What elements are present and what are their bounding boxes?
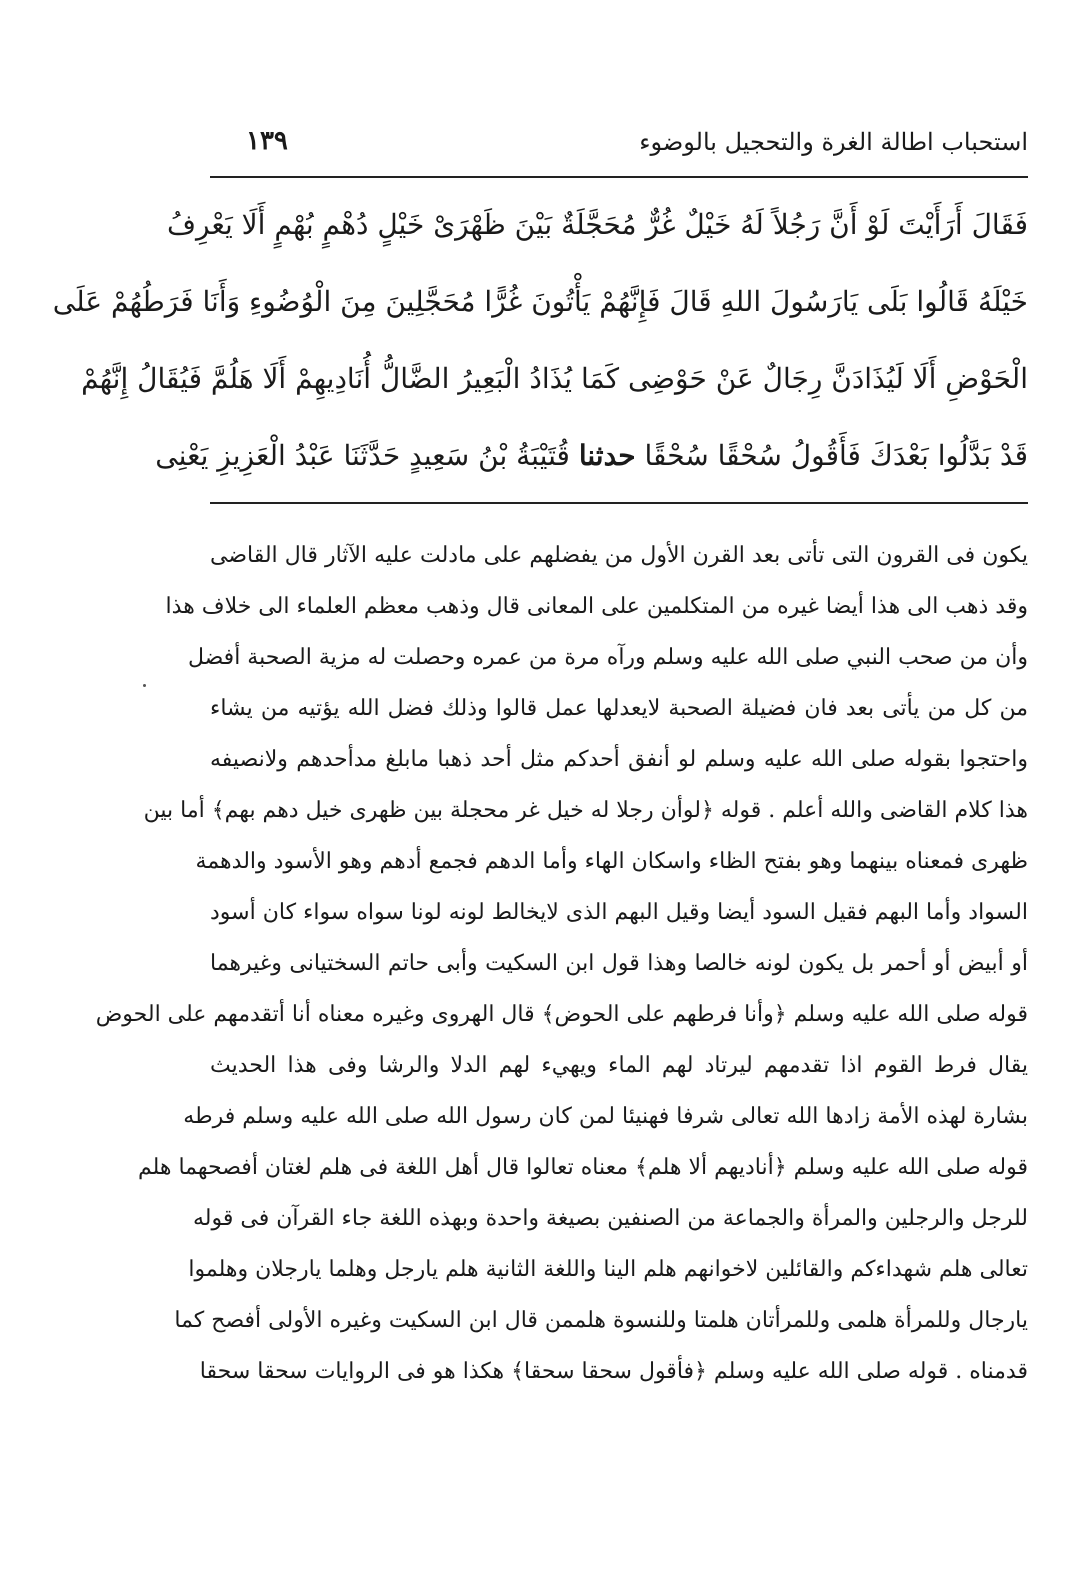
commentary-line: ظهرى فمعناه بينهما وهو بفتح الظاء واسكان الهاء وأما الدهم فجمع أدهم وهو الأسود والدهمة [195,849,1028,874]
commentary-line: السواد وأما البهم فقيل السود أيضا وقيل البهم الذى لايخالط لونه لونا سواه سواء كان أسود [210,900,1028,925]
commentary-line: أو أبيض أو أحمر بل يكون لونه خالصا وهذا قول ابن السكيت وأبى حاتم السختيانى وغيرهما [210,951,1028,976]
commentary-line: يارجال وللمرأة هلمى وللمرأتان هلمتا وللنسوة هلممن قال ابن السكيت وغيره الأولى أفصح كما [174,1308,1028,1333]
commentary-line: بشارة لهذه الأمة زادها الله تعالى شرفا فهنيئا لمن كان رسول الله صلى الله عليه وسلم فرطه [183,1104,1028,1129]
hadith-line-last [155,417,1028,494]
commentary-line: وأن من صحب النبي صلى الله عليه وسلم ورآه مرة من عمره وحصلت له مزية الصحبة أفضل [187,645,1028,670]
header-divider [210,176,1028,178]
commentary-divider [210,502,1028,504]
commentary-line: من كل من يأتى بعد فان فضيلة الصحبة لايعدلها عمل قالوا وذلك فضل الله يؤتيه من يشاء [210,696,1028,721]
page-number: ١٣٩ [246,126,288,156]
commentary-line: يكون فى القرون التى تأتى بعد القرن الأول من يفضلهم على مادلت عليه الآثار قال القاضى [210,543,1028,568]
commentary-line: واحتجوا بقوله صلى الله عليه وسلم لو أنفق أحدكم مثل أحد ذهبا مابلغ مدأحدهم ولانصيفه [210,747,1028,772]
haddathana-marker: حدثنا [578,439,636,472]
hadith-line-start: قَدْ بَدَّلُوا بَعْدَكَ فَأَقُولُ سُحْقًا سُحْقًا [644,439,1028,472]
commentary-line: هذا كلام القاضى والله أعلم . قوله ﴿لوأن رجلا له خيل غر محجلة بين ظهرى خيل دهم بهم﴾ أما بين [143,798,1028,823]
commentary-line: قوله صلى الله عليه وسلم ﴿وأنا فرطهم على الحوض﴾ قال الهروى وغيره معناه أنا أتقدمهم على الحوض [95,1002,1028,1027]
commentary-text [95,530,1028,1397]
hadith-line: الْحَوْضِ أَلَا لَيُذَادَنَّ رِجَالٌ عَنْ حَوْضِى كَمَا يُذَادُ الْبَعِيرُ الضَّالُّ أُنَادِيهِمْ أَلَا هَلُمَّ فَيُقَالُ إِنَّهُمْ [81,362,1028,395]
hadith-line: فَقَالَ أَرَأَيْتَ لَوْ أَنَّ رَجُلاً لَهُ خَيْلٌ غُرٌّ مُحَجَّلَةٌ بَيْنَ ظَهْرَىْ خَيْلٍ دُهْمٍ بُهْمٍ أَلَا يَعْرِفُ [167,208,1028,241]
commentary-line: قدمناه . قوله صلى الله عليه وسلم ﴿فأقول سحقا سحقا﴾ هكذا هو فى الروايات سحقا سحقا [199,1359,1028,1384]
commentary-line: يقال فرط القوم اذا تقدمهم ليرتاد لهم الماء ويهيء لهم الدلا والرشا وفى هذا الحديث [210,1053,1028,1078]
commentary-line: للرجل والرجلين والمرأة والجماعة من الصنفين بصيغة واحدة وبهذه اللغة جاء القرآن فى قوله [192,1206,1028,1231]
commentary-line: تعالى هلم شهداءكم والقائلين لاخوانهم هلم الينا واللغة الثانية هلم يارجل وهلما يارجلان وهلموا [188,1257,1028,1282]
hadith-line-end: قُتَيْبَةُ بْنُ سَعِيدٍ حَدَّثَنَا عَبْدُ الْعَزِيزِ يَعْنِى [155,439,570,472]
commentary-line: قوله صلى الله عليه وسلم ﴿أناديهم ألا هلم﴾ معناه تعالوا قال أهل اللغة فى هلم لغتان أفصحهما هلم [137,1155,1028,1180]
commentary-line: وقد ذهب الى هذا أيضا غيره من المتكلمين على المعانى قال وذهب معظم العلماء الى خلاف هذا [165,594,1028,619]
page-header [210,122,1028,170]
scan-speck [143,684,146,687]
chapter-title: استحباب اطالة الغرة والتحجيل بالوضوء [639,128,1028,156]
hadith-text [52,186,1028,494]
hadith-line: خَيْلَهُ قَالُوا بَلَى يَارَسُولَ اللهِ قَالَ فَإِنَّهُمْ يَأْتُونَ غُرًّا مُحَجَّلِينَ مِنَ الْوُضُوءِ وَأَنَا فَرَطُهُمْ عَلَى [52,285,1028,318]
